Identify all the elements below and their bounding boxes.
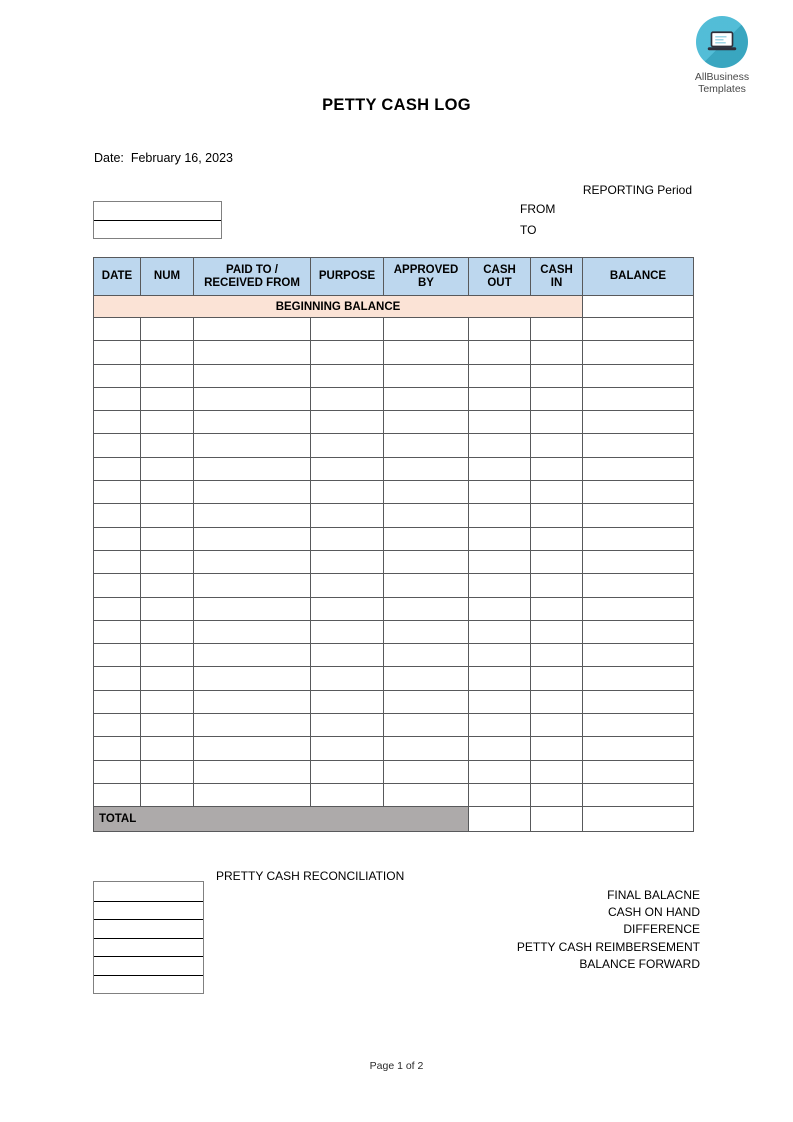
table-cell[interactable] <box>94 760 141 783</box>
table-cell[interactable] <box>141 341 194 364</box>
table-cell[interactable] <box>311 387 384 410</box>
table-row <box>94 737 694 760</box>
table-cell[interactable] <box>194 737 311 760</box>
table-cell[interactable] <box>94 620 141 643</box>
table-row <box>94 387 694 410</box>
table-cell[interactable] <box>311 504 384 527</box>
reporting-period-from-label: FROM <box>520 202 556 216</box>
table-cell[interactable] <box>469 690 531 713</box>
table-row <box>94 550 694 573</box>
table-cell[interactable] <box>531 411 583 434</box>
table-cell[interactable] <box>384 481 469 504</box>
table-cell[interactable] <box>469 434 531 457</box>
table-cell[interactable] <box>141 387 194 410</box>
table-cell[interactable] <box>384 387 469 410</box>
table-cell[interactable] <box>384 550 469 573</box>
table-cell[interactable] <box>141 737 194 760</box>
table-cell[interactable] <box>469 550 531 573</box>
brand-name <box>672 71 772 95</box>
table-cell[interactable] <box>141 411 194 434</box>
table-cell[interactable] <box>583 364 694 387</box>
table-cell[interactable] <box>384 760 469 783</box>
table-cell[interactable] <box>384 783 469 806</box>
brand-line-2: Templates <box>698 83 746 95</box>
table-cell[interactable] <box>469 667 531 690</box>
table-cell[interactable] <box>194 341 311 364</box>
reconciliation-label: FINAL BALACNE <box>607 888 700 902</box>
brand-line-1: AllBusiness <box>694 71 750 83</box>
table-cell[interactable] <box>384 364 469 387</box>
column-header-cash-out: CASH OUT <box>469 258 531 296</box>
table-cell[interactable] <box>94 504 141 527</box>
table-cell[interactable] <box>141 574 194 597</box>
table-cell[interactable] <box>94 387 141 410</box>
table-row <box>94 434 694 457</box>
table-cell[interactable] <box>311 644 384 667</box>
table-cell[interactable] <box>469 737 531 760</box>
table-row <box>94 481 694 504</box>
brand-logo <box>672 16 772 95</box>
beginning-balance-label: BEGINNING BALANCE <box>94 296 583 318</box>
header-info-box-row[interactable] <box>94 220 221 238</box>
table-cell[interactable] <box>194 760 311 783</box>
table-cell[interactable] <box>583 574 694 597</box>
table-row <box>94 714 694 737</box>
table-cell[interactable] <box>583 387 694 410</box>
table-cell[interactable] <box>311 783 384 806</box>
reconciliation-value-row[interactable] <box>94 975 203 994</box>
table-row <box>94 318 694 341</box>
table-cell[interactable] <box>531 690 583 713</box>
table-cell[interactable] <box>469 527 531 550</box>
table-cell[interactable] <box>311 760 384 783</box>
table-cell[interactable] <box>194 597 311 620</box>
table-cell[interactable] <box>531 457 583 480</box>
table-cell[interactable] <box>194 574 311 597</box>
table-row <box>94 690 694 713</box>
total-row <box>94 807 694 832</box>
total-balance-cell[interactable] <box>583 807 694 832</box>
table-cell[interactable] <box>469 760 531 783</box>
table-cell[interactable] <box>384 504 469 527</box>
table-cell[interactable] <box>311 457 384 480</box>
table-cell[interactable] <box>531 620 583 643</box>
table-cell[interactable] <box>531 574 583 597</box>
table-cell[interactable] <box>384 411 469 434</box>
table-cell[interactable] <box>194 411 311 434</box>
table-cell[interactable] <box>194 667 311 690</box>
table-cell[interactable] <box>194 550 311 573</box>
table-cell[interactable] <box>141 434 194 457</box>
table-cell[interactable] <box>141 550 194 573</box>
column-header-balance: BALANCE <box>583 258 694 296</box>
reconciliation-title: PRETTY CASH RECONCILIATION <box>216 869 405 883</box>
table-cell[interactable] <box>469 341 531 364</box>
table-cell[interactable] <box>94 667 141 690</box>
table-cell[interactable] <box>141 597 194 620</box>
reconciliation-value-row[interactable] <box>94 882 203 901</box>
table-row <box>94 760 694 783</box>
table-cell[interactable] <box>531 550 583 573</box>
table-cell[interactable] <box>94 644 141 667</box>
table-cell[interactable] <box>384 714 469 737</box>
table-cell[interactable] <box>384 597 469 620</box>
table-cell[interactable] <box>583 644 694 667</box>
table-cell[interactable] <box>583 690 694 713</box>
page-footer: Page 1 of 2 <box>369 1060 424 1072</box>
table-cell[interactable] <box>583 760 694 783</box>
table-cell[interactable] <box>94 597 141 620</box>
logo-circle <box>696 16 748 68</box>
table-cell[interactable] <box>583 341 694 364</box>
table-cell[interactable] <box>384 690 469 713</box>
table-row <box>94 341 694 364</box>
reconciliation-label: PETTY CASH REIMBERSEMENT <box>516 939 700 954</box>
table-cell[interactable] <box>469 597 531 620</box>
table-cell[interactable] <box>531 714 583 737</box>
table-footer <box>94 807 694 832</box>
reconciliation-label: DIFFERENCE <box>623 922 700 937</box>
table-row <box>94 504 694 527</box>
table-row <box>94 620 694 643</box>
table-cell[interactable] <box>583 481 694 504</box>
table-row <box>94 667 694 690</box>
table-cell[interactable] <box>311 620 384 643</box>
table-cell[interactable] <box>384 457 469 480</box>
table-cell[interactable] <box>384 737 469 760</box>
table-row <box>94 527 694 550</box>
table-cell[interactable] <box>311 527 384 550</box>
table-cell[interactable] <box>311 341 384 364</box>
table-cell[interactable] <box>311 434 384 457</box>
table-cell[interactable] <box>94 690 141 713</box>
table-cell[interactable] <box>141 364 194 387</box>
table-cell[interactable] <box>531 667 583 690</box>
table-cell[interactable] <box>531 597 583 620</box>
table-cell[interactable] <box>469 783 531 806</box>
table-cell[interactable] <box>583 457 694 480</box>
table-cell[interactable] <box>384 341 469 364</box>
table-cell[interactable] <box>94 341 141 364</box>
column-header-date: DATE <box>94 258 141 296</box>
table-cell[interactable] <box>141 644 194 667</box>
table-cell[interactable] <box>194 318 311 341</box>
table-row <box>94 457 694 480</box>
table-cell[interactable] <box>531 481 583 504</box>
table-cell[interactable] <box>583 737 694 760</box>
table-cell[interactable] <box>94 574 141 597</box>
table-cell[interactable] <box>384 667 469 690</box>
table-cell[interactable] <box>94 457 141 480</box>
table-cell[interactable] <box>194 387 311 410</box>
table-cell[interactable] <box>141 667 194 690</box>
table-cell[interactable] <box>194 434 311 457</box>
petty-cash-table <box>93 257 694 832</box>
reconciliation-value-row[interactable] <box>94 938 203 957</box>
laptop-icon <box>707 31 737 54</box>
column-header-purpose: PURPOSE <box>311 258 384 296</box>
table-cell[interactable] <box>141 760 194 783</box>
table-cell[interactable] <box>94 527 141 550</box>
table-cell[interactable] <box>141 318 194 341</box>
table-cell[interactable] <box>194 690 311 713</box>
table-cell[interactable] <box>311 714 384 737</box>
table-row <box>94 783 694 806</box>
table-cell[interactable] <box>194 644 311 667</box>
table-cell[interactable] <box>194 364 311 387</box>
table-cell[interactable] <box>194 527 311 550</box>
table-cell[interactable] <box>531 527 583 550</box>
reconciliation-values-box[interactable] <box>93 881 204 994</box>
table-cell[interactable] <box>531 504 583 527</box>
table-cell[interactable] <box>469 411 531 434</box>
table-cell[interactable] <box>311 737 384 760</box>
table-cell[interactable] <box>469 620 531 643</box>
reporting-period-heading: REPORTING Period <box>582 183 692 197</box>
table-cell[interactable] <box>311 318 384 341</box>
table-cell[interactable] <box>469 457 531 480</box>
table-cell[interactable] <box>384 527 469 550</box>
table-row <box>94 364 694 387</box>
table-cell[interactable] <box>194 783 311 806</box>
table-cell[interactable] <box>141 690 194 713</box>
table-cell[interactable] <box>583 318 694 341</box>
table-cell[interactable] <box>194 457 311 480</box>
table-cell[interactable] <box>469 364 531 387</box>
page-title: PETTY CASH LOG <box>322 96 471 114</box>
table-cell[interactable] <box>583 783 694 806</box>
table-cell[interactable] <box>531 387 583 410</box>
table-cell[interactable] <box>531 760 583 783</box>
table-cell[interactable] <box>531 364 583 387</box>
table-cell[interactable] <box>531 644 583 667</box>
column-header-approved-by: APPROVED BY <box>384 258 469 296</box>
reconciliation-label: CASH ON HAND <box>607 905 700 920</box>
table-cell[interactable] <box>583 527 694 550</box>
table-cell[interactable] <box>194 620 311 643</box>
reconciliation-value-row[interactable] <box>94 956 203 975</box>
table-row <box>94 574 694 597</box>
beginning-balance-value-cell[interactable] <box>583 296 694 318</box>
table-cell[interactable] <box>384 318 469 341</box>
beginning-balance-row <box>94 296 694 318</box>
table-body <box>94 296 694 807</box>
table-cell[interactable] <box>384 644 469 667</box>
column-header-num: NUM <box>141 258 194 296</box>
table-cell[interactable] <box>583 620 694 643</box>
table-cell[interactable] <box>141 481 194 504</box>
table-cell[interactable] <box>94 318 141 341</box>
table-cell[interactable] <box>194 504 311 527</box>
table-cell[interactable] <box>311 481 384 504</box>
table-cell[interactable] <box>531 783 583 806</box>
column-header-cash-in: CASH IN <box>531 258 583 296</box>
table-cell[interactable] <box>583 550 694 573</box>
table-cell[interactable] <box>583 597 694 620</box>
table-cell[interactable] <box>469 481 531 504</box>
reconciliation-label: BALANCE FORWARD <box>579 956 700 971</box>
table-cell[interactable] <box>311 667 384 690</box>
document-date: Date: February 16, 2023 <box>94 151 233 165</box>
table-cell[interactable] <box>583 411 694 434</box>
table-cell[interactable] <box>583 667 694 690</box>
table-cell[interactable] <box>194 481 311 504</box>
table-cell[interactable] <box>141 714 194 737</box>
table-row <box>94 597 694 620</box>
table-cell[interactable] <box>94 364 141 387</box>
table-cell[interactable] <box>141 457 194 480</box>
header-info-box-row[interactable] <box>94 202 221 220</box>
table-header-row <box>94 258 694 296</box>
table-cell[interactable] <box>531 434 583 457</box>
table-cell[interactable] <box>311 597 384 620</box>
table-cell[interactable] <box>94 481 141 504</box>
table-cell[interactable] <box>531 318 583 341</box>
table-cell[interactable] <box>141 783 194 806</box>
table-cell[interactable] <box>469 574 531 597</box>
table-cell[interactable] <box>469 387 531 410</box>
table-cell[interactable] <box>311 550 384 573</box>
table-cell[interactable] <box>583 434 694 457</box>
table-cell[interactable] <box>311 364 384 387</box>
table-cell[interactable] <box>141 504 194 527</box>
table-cell[interactable] <box>531 341 583 364</box>
total-cash-in-cell[interactable] <box>531 807 583 832</box>
table-cell[interactable] <box>94 737 141 760</box>
table-row <box>94 411 694 434</box>
table-cell[interactable] <box>94 434 141 457</box>
table-cell[interactable] <box>531 737 583 760</box>
header-info-box[interactable] <box>93 201 222 239</box>
table-cell[interactable] <box>384 434 469 457</box>
table-cell[interactable] <box>384 574 469 597</box>
table-cell[interactable] <box>141 620 194 643</box>
reporting-period-to-label: TO <box>520 223 537 237</box>
table-cell[interactable] <box>384 620 469 643</box>
table-cell[interactable] <box>583 714 694 737</box>
table-cell[interactable] <box>311 574 384 597</box>
reconciliation-value-row[interactable] <box>94 919 203 938</box>
table-cell[interactable] <box>469 318 531 341</box>
table-cell[interactable] <box>94 783 141 806</box>
table-cell[interactable] <box>469 504 531 527</box>
table-cell[interactable] <box>311 411 384 434</box>
total-cash-out-cell[interactable] <box>469 807 531 832</box>
table-cell[interactable] <box>94 550 141 573</box>
table-cell[interactable] <box>469 644 531 667</box>
table-cell[interactable] <box>141 527 194 550</box>
column-header-paid-to: PAID TO / RECEIVED FROM <box>194 258 311 296</box>
table-row <box>94 644 694 667</box>
table-cell[interactable] <box>311 690 384 713</box>
table-cell[interactable] <box>94 411 141 434</box>
table-cell[interactable] <box>583 504 694 527</box>
table-cell[interactable] <box>469 714 531 737</box>
total-label: TOTAL <box>94 807 469 832</box>
table-cell[interactable] <box>94 714 141 737</box>
table-cell[interactable] <box>194 714 311 737</box>
reconciliation-labels <box>380 887 700 973</box>
reconciliation-value-row[interactable] <box>94 901 203 920</box>
